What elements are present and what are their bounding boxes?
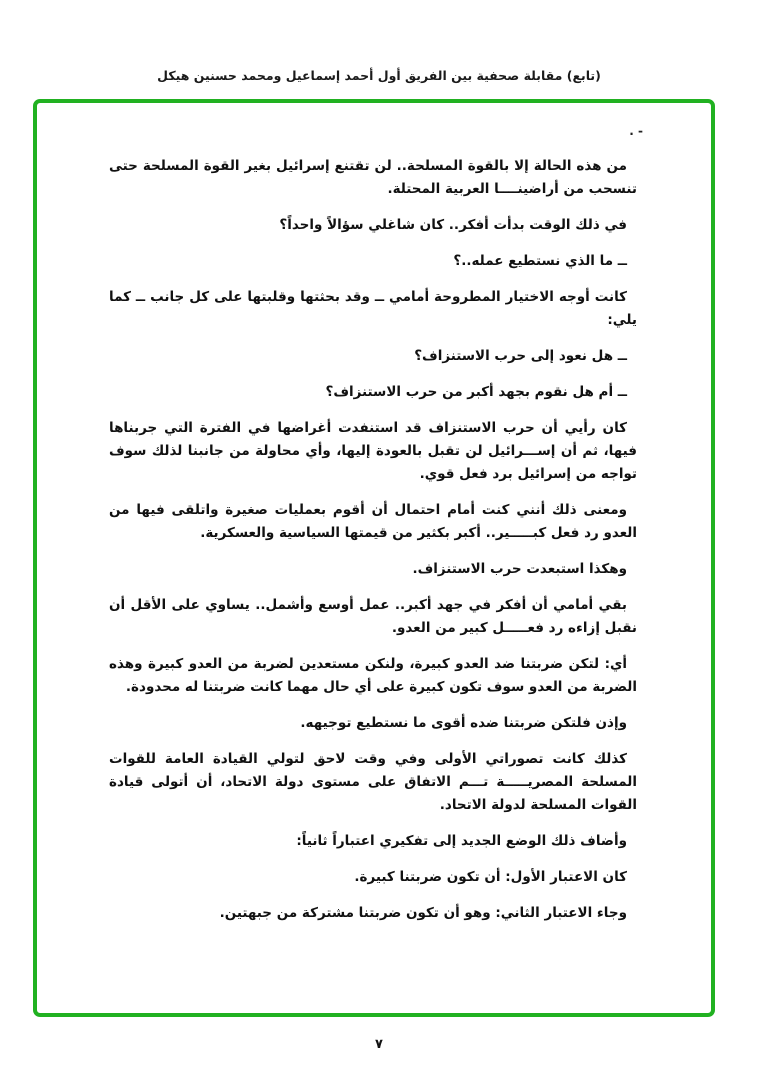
paragraph: كانت أوجه الاختيار المطروحة أمامي ــ وقد بحثتها وقلبتها على كل جانب ــ كما يلي:: [109, 289, 637, 328]
paragraph: كذلك كانت تصوراتي الأولى وفي وقت لاحق لتولي القيادة العامة للقوات المسلحة المصريـــــة تـــم الاتفاق على مستوى دولة الاتحاد، أن أتولى قيادة القوات المسلحة لدولة الاتحاد.: [109, 751, 637, 813]
paragraph: من هذه الحالة إلا بالقوة المسلحة.. لن تقتنع إسرائيل بغير القوة المسلحة حتى تنسحب من أراضينــــا العربية المحتلة.: [109, 158, 637, 197]
paragraph: بقي أمامي أن أفكر في جهد أكبر.. عمل أوسع وأشمل.. يساوي على الأقل أن نقبل إزاءه رد فعـــــل كبير من العدو.: [109, 597, 637, 636]
paragraph: كان الاعتبار الأول: أن تكون ضربتنا كبيرة.: [354, 869, 627, 885]
paragraph: وجاء الاعتبار الثاني: وهو أن تكون ضربتنا مشتركة من جبهتين.: [219, 905, 627, 921]
continuation-dots: - .: [629, 124, 643, 138]
paragraph: وإذن فلتكن ضربتنا ضده أقوى ما نستطيع توجيهه.: [300, 715, 627, 731]
page-border: [33, 99, 715, 1017]
page-header-title: (تابع) مقابلة صحفية بين الفريق أول أحمد إسماعيل ومحمد حسنين هيكل: [157, 68, 601, 83]
paragraph: في ذلك الوقت بدأت أفكر.. كان شاغلي سؤالاً واحداً؟: [279, 217, 627, 233]
paragraph: وأضاف ذلك الوضع الجديد إلى تفكيري اعتباراً ثانياً:: [296, 833, 627, 849]
paragraph: ــ أم هل نقوم بجهد أكبر من حرب الاستنزاف؟: [325, 384, 627, 400]
paragraph: ــ هل نعود إلى حرب الاستنزاف؟: [414, 348, 627, 364]
paragraph: ومعنى ذلك أنني كنت أمام احتمال أن أقوم بعمليات صغيرة واتلقى فيها من العدو رد فعل كبـــــير.. أكبر بكثير من قيمتها السياسية والعسكرية.: [109, 502, 637, 541]
document-body: [109, 155, 637, 938]
paragraph: وهكذا استبعدت حرب الاستنزاف.: [412, 561, 627, 577]
paragraph: ــ ما الذي نستطيع عمله..؟: [453, 253, 627, 269]
page-number: ٧: [375, 1037, 383, 1052]
paragraph: أي: لتكن ضربتنا ضد العدو كبيرة، ولنكن مستعدين لضربة من العدو كبيرة وهذه الضربة من العدو سوف تكون كبيرة على أي حال مهما كانت ضربتنا له محدودة.: [109, 656, 637, 695]
paragraph: كان رأيي أن حرب الاستنزاف قد استنفدت أغراضها في الفترة التي جربناها فيها، ثم أن إســـرائيل لن تقبل بالعودة إليها، وأي محاولة من جانبنا لذلك سوف تواجه من إسرائيل برد فعل قوي.: [109, 420, 637, 482]
